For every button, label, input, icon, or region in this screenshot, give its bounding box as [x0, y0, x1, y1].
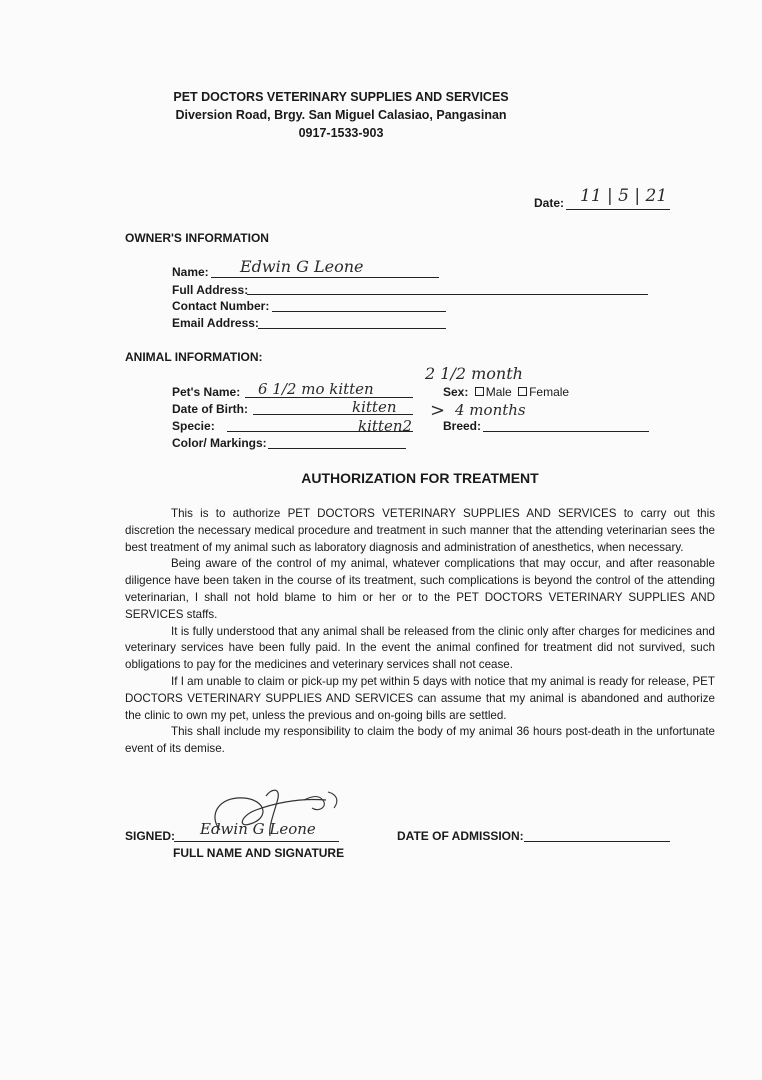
- breed-line: [483, 431, 649, 432]
- paragraph-2: Being aware of the control of my animal, whatever complications that may occur, and after reasonable diligence have been taken in the course of its treatment, such complications is beyond the control of the attending veterinarian, I shall not hold blame to him or her or to the PET DOCTORS VETERINARY SUPPLIES AND SERVICES staffs.: [125, 557, 715, 621]
- owner-contact-label: Contact Number:: [172, 299, 270, 313]
- color-line: [268, 448, 406, 449]
- signed-value: Edwin G Leone: [200, 820, 316, 838]
- age-note: 2 1/2 month: [425, 364, 523, 383]
- female-checkbox[interactable]: [518, 387, 527, 396]
- animal-heading: ANIMAL INFORMATION:: [125, 350, 263, 364]
- paragraph-5: This shall include my responsibility to claim the body of my animal 36 hours post-death in the unfortunate event of its demise.: [125, 725, 715, 756]
- male-checkbox[interactable]: [475, 387, 484, 396]
- date-value: 11 | 5 | 21: [580, 186, 668, 206]
- owner-heading: OWNER'S INFORMATION: [125, 231, 269, 245]
- authorization-title: AUTHORIZATION FOR TREATMENT: [301, 470, 539, 486]
- date-label: Date:: [534, 196, 565, 210]
- owner-name-label: Name:: [172, 265, 209, 279]
- authorization-body: [125, 506, 715, 758]
- company-address: Diversion Road, Brgy. San Miguel Calasiao, Pangasinan: [175, 108, 507, 122]
- company-name: PET DOCTORS VETERINARY SUPPLIES AND SERVICES: [173, 90, 509, 104]
- admission-line: [524, 841, 670, 842]
- owner-email-line: [258, 328, 446, 329]
- owner-contact-line: [272, 311, 446, 312]
- paragraph-4: If I am unable to claim or pick-up my pet within 5 days with notice that my animal is ready for release, PET DOCTORS VETERINARY SUPPLIES AND SERVICES can assume that my animal is abandoned and authorize the clinic to own my pet, unless the previous and on-going bills are settled.: [125, 674, 715, 722]
- specie-value: kitten2: [358, 417, 413, 435]
- dob-note: 4 months: [455, 401, 526, 419]
- pet-name-label: Pet's Name:: [172, 385, 241, 399]
- owner-email-label: Email Address:: [172, 316, 259, 330]
- owner-address-line: [247, 294, 648, 295]
- bracket-mark: >: [430, 400, 446, 421]
- company-phone: 0917-1533-903: [298, 126, 384, 140]
- female-label: Female: [529, 385, 570, 399]
- paragraph-3: It is fully understood that any animal shall be released from the clinic only after charges for medicines and veterinary services have been fully paid. In the event the animal confined for treatment did not survived, such obligations to pay for the medicines and veterinary services shall not cease.: [125, 624, 715, 672]
- sex-field: [443, 385, 569, 399]
- signature-caption: FULL NAME AND SIGNATURE: [173, 846, 345, 860]
- pet-name-value: 6 1/2 mo kitten: [258, 380, 374, 398]
- breed-label: Breed:: [443, 419, 482, 433]
- date-line: [566, 209, 670, 210]
- admission-label: DATE OF ADMISSION:: [397, 829, 524, 843]
- color-label: Color/ Markings:: [172, 436, 267, 450]
- owner-name-value: Edwin G Leone: [240, 257, 364, 276]
- dob-value: kitten: [352, 398, 397, 416]
- owner-name-line: [211, 277, 439, 278]
- male-label: Male: [485, 385, 512, 399]
- signed-label: SIGNED:: [125, 829, 176, 843]
- paragraph-1: This is to authorize PET DOCTORS VETERINARY SUPPLIES AND SERVICES to carry out this discretion the necessary medical procedure and treatment in such manner that the attending veterinarian sees the best treatment of my animal such as laboratory diagnosis and administration of anesthetics, when necessary.: [125, 507, 715, 554]
- sex-label: Sex:: [443, 385, 469, 399]
- dob-label: Date of Birth:: [172, 402, 248, 416]
- specie-label: Specie:: [172, 419, 215, 433]
- owner-address-label: Full Address:: [172, 283, 249, 297]
